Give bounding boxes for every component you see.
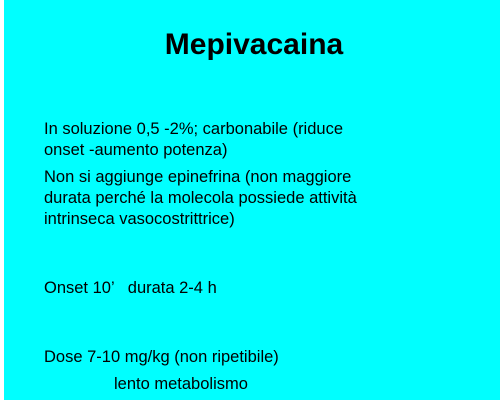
bullet-item-epinephrine: [44, 167, 484, 230]
bullet-item-onset: [44, 236, 484, 341]
bullet-item-dose: [44, 347, 484, 368]
text-line: Non si aggiunge epinefrina (non maggiore: [44, 168, 352, 186]
text-line: In soluzione 0,5 -2%; carbonabile (riduce: [44, 120, 344, 138]
text-line: Onset 10’ durata 2-4 h: [44, 279, 217, 297]
indented-note: lento metabolismo: [114, 375, 248, 393]
text-line: intrinseca vasocostrittrice): [44, 210, 235, 228]
bullet-item-solution: [44, 119, 484, 161]
text-line: Dose 7-10 mg/kg (non ripetibile): [44, 348, 279, 366]
text-line: durata perché la molecola possiede attività: [44, 189, 357, 207]
slide-title: Mepivacaina: [164, 28, 344, 61]
slide-body: [44, 119, 484, 395]
text-line: onset -aumento potenza): [44, 141, 228, 159]
